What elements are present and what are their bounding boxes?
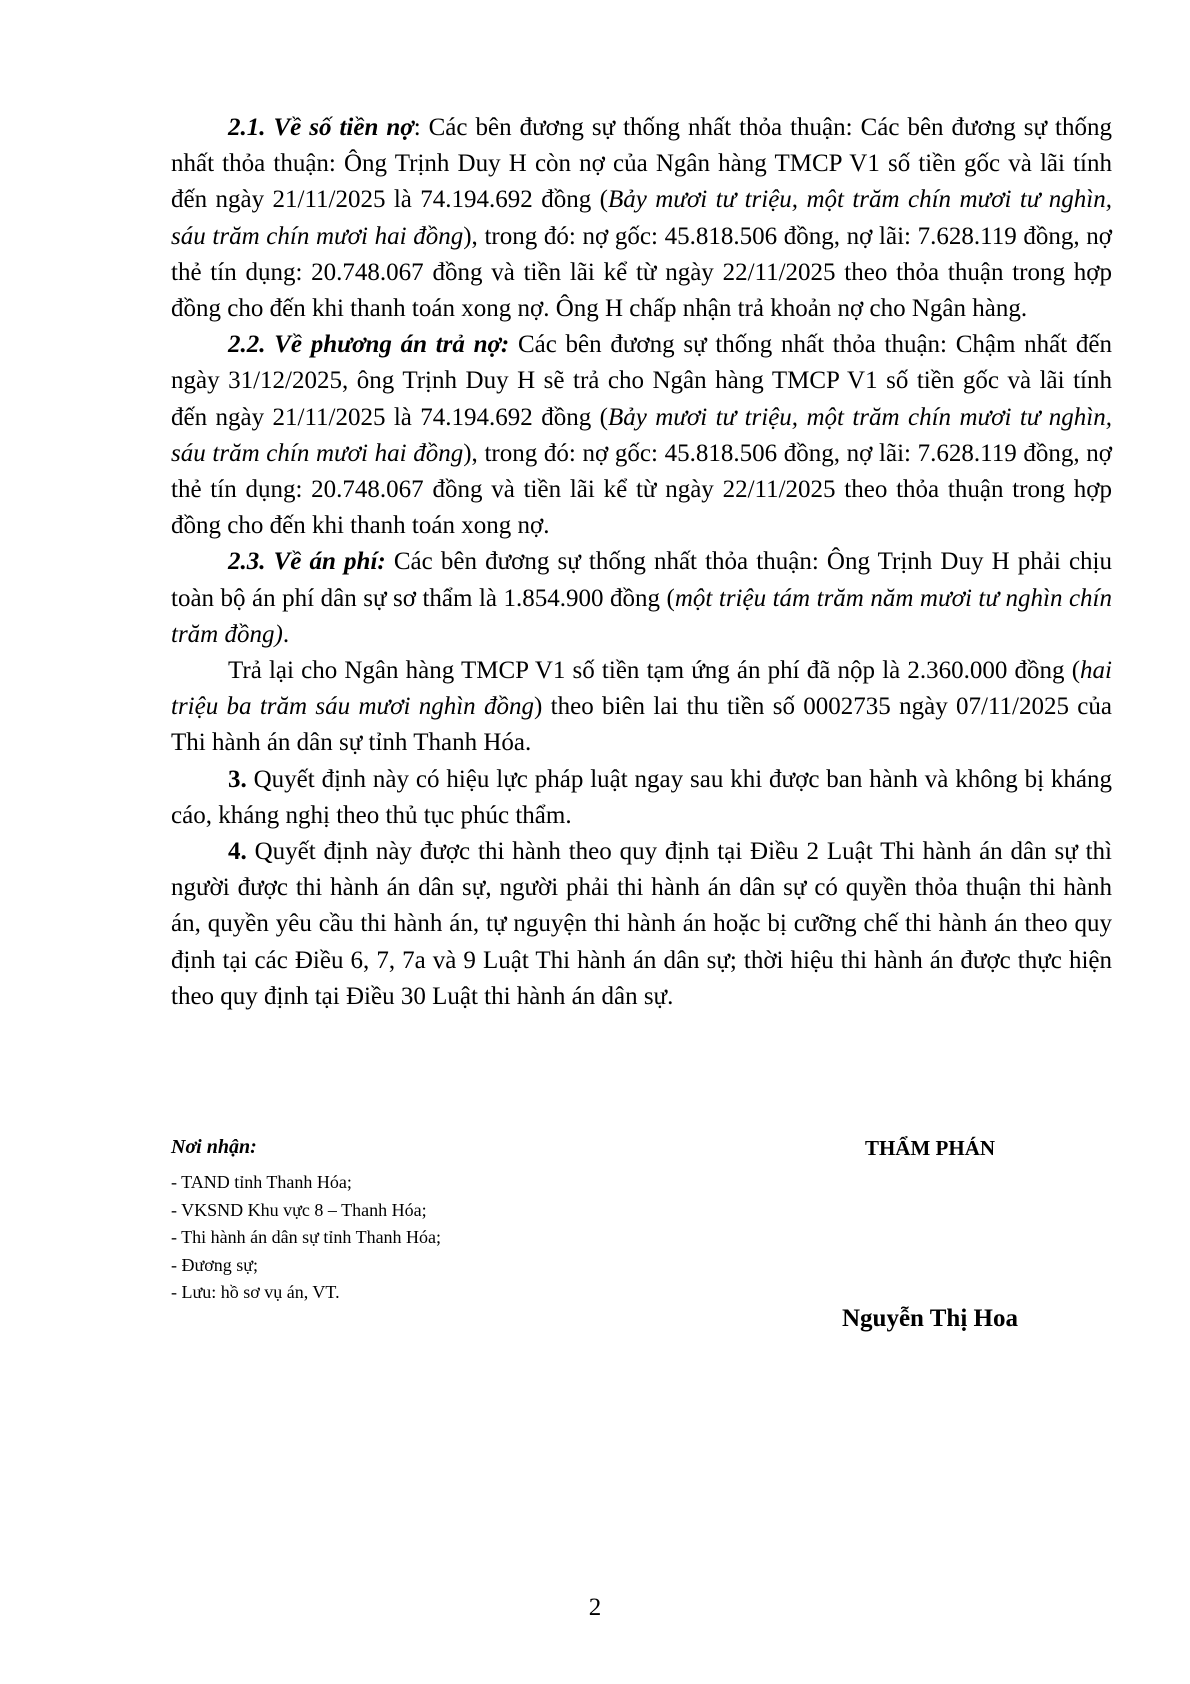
section-4 — [171, 834, 1112, 1015]
section-text: . — [282, 620, 290, 648]
section-number: 3. — [228, 765, 247, 793]
judge-title: THẨM PHÁN — [864, 1136, 996, 1160]
section-text: Các bên đương sự thống nhất thỏa thuận: Ông Trịnh Duy H phải chịu toàn bộ án phí dân sự sơ thẩm là 1.854.900 đồng ( — [171, 548, 1112, 612]
decision-body — [171, 110, 1112, 1015]
recipients-block — [171, 1136, 731, 1307]
recipient-item: - Lưu: hồ sơ vụ án, VT. — [171, 1282, 340, 1302]
section-2-2 — [171, 327, 1112, 544]
section-heading: 2.3. Về án phí: — [228, 548, 386, 576]
section-heading: 2.2. Về phương án trả nợ: — [228, 331, 510, 359]
recipient-item: - TAND tỉnh Thanh Hóa; — [171, 1172, 352, 1192]
section-3 — [171, 762, 1112, 834]
refund-paragraph — [171, 653, 1112, 762]
recipients-title: Nơi nhận: — [171, 1136, 257, 1158]
section-2-3 — [171, 544, 1112, 653]
amount-in-words: hai triệu ba trăm sáu mươi nghìn đồng — [171, 657, 1112, 721]
section-text: Quyết định này được thi hành theo quy định tại Điều 2 Luật Thi hành án dân sự thì người được thi hành án dân sự, người phải thi hành án dân sự có quyền thỏa thuận thi hành án, quyền yêu cầu thi hành án, tự nguyện thi hành án hoặc bị cưỡng chế thi hành án theo quy định tại các Điều 6, 7, 7a và 9 Luật Thi hành án dân sự; thời hiệu thi hành án được thực hiện theo quy định tại Điều 30 Luật thi hành án dân sự. — [171, 838, 1112, 1010]
section-text: ), trong đó: nợ gốc: 45.818.506 đồng, nợ lãi: 7.628.119 đồng, nợ thẻ tín dụng: 20.748.067 đồng và tiền lãi kể từ ngày 22/11/2025 theo thỏa thuận trong hợp đồng cho đến khi thanh toán xong nợ. — [171, 439, 1112, 540]
recipient-item: - VKSND Khu vực 8 – Thanh Hóa; — [171, 1199, 427, 1220]
section-text: Quyết định này có hiệu lực pháp luật ngay sau khi được ban hành và không bị kháng cáo, kháng nghị theo thủ tục phúc thẩm. — [171, 765, 1112, 829]
amount-in-words: một triệu tám trăm năm mươi tư nghìn chín trăm đồng) — [171, 584, 1113, 648]
recipient-item: - Đương sự; — [171, 1254, 259, 1275]
section-text: ) theo biên lai thu tiền số 0002735 ngày 07/11/2025 của Thi hành án dân sự tỉnh Thanh Hóa. — [171, 693, 1113, 757]
recipients-list — [171, 1169, 731, 1307]
section-number: 4. — [228, 838, 247, 866]
section-text: Các bên đương sự thống nhất thỏa thuận: Chậm nhất đến ngày 31/12/2025, ông Trịnh Duy H sẽ trả cho Ngân hàng TMCP V1 số tiền gốc và lãi tính đến ngày 21/11/2025 là 74.194.692 đồng ( — [171, 331, 1112, 431]
judge-name: Nguyễn Thị Hoa — [842, 1305, 1018, 1332]
section-heading: 2.1. Về số tiền nợ — [228, 114, 414, 141]
section-text: : Các bên đương sự thống nhất thỏa thuận: Các bên đương sự thống nhất thỏa thuận: Ông Trịnh Duy H còn nợ của Ngân hàng TMCP V1 số tiền gốc và lãi tính đến ngày 21/11/2025 là 74.194.692 đồng ( — [171, 114, 1113, 214]
section-2-1 — [171, 110, 1112, 327]
amount-in-words: Bảy mươi tư triệu, một trăm chín mươi tư nghìn, sáu trăm chín mươi hai đồng — [171, 186, 1112, 250]
page-number: 2 — [588, 1594, 602, 1621]
section-text: Trả lại cho Ngân hàng TMCP V1 số tiền tạm ứng án phí đã nộp là 2.360.000 đồng ( — [228, 657, 1081, 685]
recipient-item: - Thi hành án dân sự tỉnh Thanh Hóa; — [171, 1227, 442, 1247]
section-text: ), trong đó: nợ gốc: 45.818.506 đồng, nợ lãi: 7.628.119 đồng, nợ thẻ tín dụng: 20.748.067 đồng và tiền lãi kể từ ngày 22/11/2025 theo thỏa thuận trong hợp đồng cho đến khi thanh toán xong nợ. Ông H chấp nhận trả khoản nợ cho Ngân hàng. — [171, 222, 1112, 323]
amount-in-words: Bảy mươi tư triệu, một trăm chín mươi tư nghìn, sáu trăm chín mươi hai đồng — [171, 403, 1112, 467]
